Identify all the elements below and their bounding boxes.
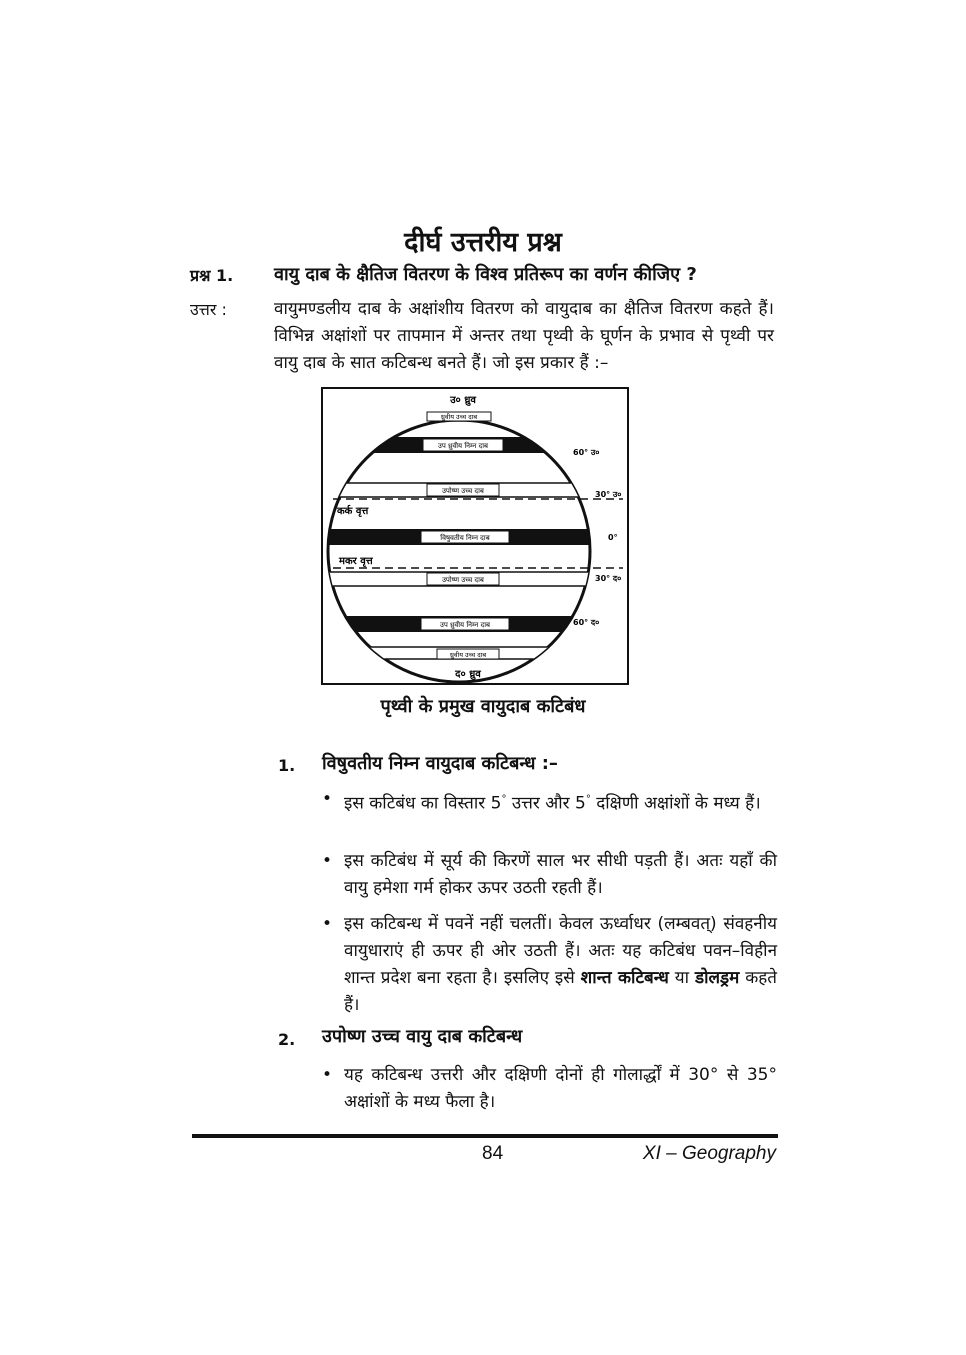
list-item bbox=[322, 1062, 777, 1116]
bold-term: डोलड्रम bbox=[695, 968, 740, 988]
question-text: वायु दाब के क्षैतिज वितरण के विश्व प्रतिरूप का वर्णन कीजिए ? bbox=[274, 264, 697, 285]
lat-label: 60° द० bbox=[573, 618, 600, 627]
list-item-text: यह कटिबन्ध उत्तरी और दक्षिणी दोनों ही गोलार्द्धों में 30° से 35° अक्षांशों के मध्य फैला है। bbox=[344, 1065, 777, 1112]
section-number: 2. bbox=[278, 1030, 296, 1049]
bullet-dot: • bbox=[322, 1065, 333, 1085]
belt-label: उप ध्रुवीय निम्न दाब bbox=[439, 621, 491, 629]
footer-rule bbox=[192, 1134, 778, 1138]
answer-label: उत्तर : bbox=[190, 300, 227, 319]
tropic-capricorn-label: मकर वृत्त bbox=[339, 556, 373, 567]
bullet-dot: • bbox=[322, 851, 333, 871]
lat-label: 0° bbox=[608, 533, 618, 542]
section-heading: दीर्घ उत्तरीय प्रश्न bbox=[404, 227, 562, 258]
list-item-text: इस कटिबंध में सूर्य की किरणें साल भर सीधी पड़ती हैं। अतः यहाँ की वायु हमेशा गर्म होकर ऊपर उठती रहती हैं। bbox=[344, 851, 777, 898]
list-item-text: इस कटिबन्ध में पवनें नहीं चलतीं। केवल ऊर्ध्वाधर (लम्बवत्) संवहनीय वायुधाराएं ही ऊपर ही ओर उठती हैं। अतः यह कटिबंध पवन–विहीन शान्त प्रदेश बना रहता है। इसलिए इसे शान्त कटिबन्ध या डोलड्रम कहते हैं। bbox=[344, 914, 777, 1015]
pressure-belts-diagram bbox=[323, 389, 627, 683]
belt-label: ध्रुवीय उच्च दाब bbox=[440, 413, 478, 421]
section-title: उपोष्ण उच्च वायु दाब कटिबन्ध bbox=[322, 1026, 523, 1047]
globe-outline bbox=[328, 420, 590, 682]
bullet-dot: • bbox=[322, 789, 333, 809]
list-item bbox=[322, 911, 777, 1019]
section-number: 1. bbox=[278, 756, 296, 775]
book-title: XI – Geography bbox=[642, 1143, 776, 1164]
list-item bbox=[322, 786, 777, 818]
page-number: 84 bbox=[482, 1143, 504, 1164]
list-item-text: इस कटिबंध का विस्तार 5° उत्तर और 5° दक्षिणी अक्षांशों के मध्य हैं। bbox=[344, 793, 761, 814]
section-title: विषुवतीय निम्न वायुदाब कटिबन्ध :– bbox=[322, 753, 558, 774]
belt-label: उपोष्ण उच्च दाब bbox=[442, 487, 484, 495]
pressure-belts-figure bbox=[321, 387, 629, 685]
figure-caption: पृथ्वी के प्रमुख वायुदाब कटिबंध bbox=[380, 696, 586, 717]
lat-label: 30° उ० bbox=[595, 490, 622, 499]
north-pole-label: उ० ध्रुव bbox=[450, 395, 476, 406]
belt-label: विषुवतीय निम्न दाब bbox=[440, 534, 490, 542]
lat-label: 60° उ० bbox=[573, 448, 600, 457]
south-pole-label: द० ध्रुव bbox=[455, 669, 481, 680]
answer-text: वायुमण्डलीय दाब के अक्षांशीय वितरण को वायुदाब का क्षैतिज वितरण कहते हैं। विभिन्न अक्षांशों पर तापमान में अन्तर तथा पृथ्वी के घूर्णन के प्रभाव से पृथ्वी पर वायु दाब के सात कटिबन्ध बनते हैं। जो इस प्रकार हैं :– bbox=[274, 299, 774, 373]
belt-label: ध्रुवीय उच्च दाब bbox=[449, 651, 487, 659]
belt-label: उप ध्रुवीय निम्न दाब bbox=[437, 442, 489, 450]
question-label: प्रश्न 1. bbox=[190, 266, 234, 285]
lat-label: 30° द० bbox=[595, 574, 622, 583]
bullet-dot: • bbox=[322, 914, 333, 934]
belt-label: उपोष्ण उच्च दाब bbox=[442, 576, 484, 584]
bold-term: शान्त कटिबन्ध bbox=[580, 968, 669, 988]
tropic-cancer-label: कर्क वृत्त bbox=[337, 506, 369, 517]
list-item bbox=[322, 848, 777, 902]
